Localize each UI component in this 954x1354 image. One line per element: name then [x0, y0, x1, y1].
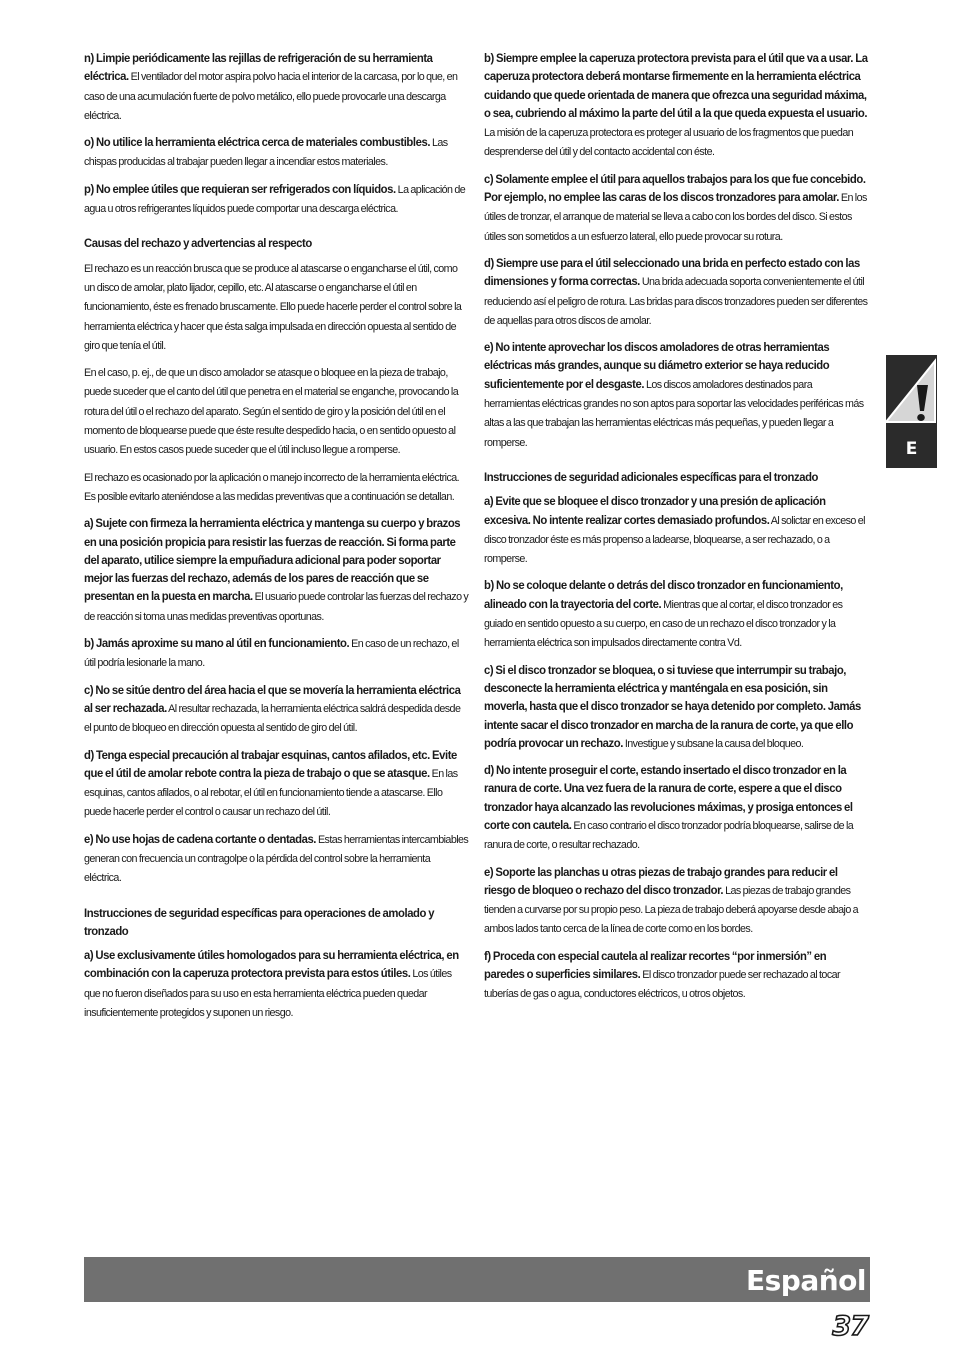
safety-instruction	[484, 170, 869, 246]
instruction-lead: p) No emplee útiles que requieran ser refrigerados con líquidos.	[84, 181, 396, 196]
safety-instruction	[484, 761, 869, 854]
safety-instruction	[84, 946, 469, 1022]
left-column	[84, 49, 469, 1030]
instruction-lead: d) Tenga especial precaución al trabajar esquinas, cantos afilados, etc. Evite que el útil de amolar rebote contra la pieza de trabajo o que se atasque.	[84, 747, 457, 780]
language-code: E	[905, 439, 918, 459]
paragraph-text: El rechazo es un reacción brusca que se produce al atascarse o engancharse el útil, como un disco de amolar, plato lijador, cepillo, etc. Al atascarse o engancharse el útil en funcionamiento, éste es frenado bruscamente. Ello puede hacerle perder el control sobre la herramienta eléctrica y hacer que ésta salga impulsada en dirección opuesta al sentido de giro que tenía el útil.	[84, 262, 462, 352]
safety-instruction	[84, 49, 469, 125]
language-side-tab	[886, 355, 937, 468]
instruction-lead: d) Siempre use para el útil seleccionado una brida en perfecto estado con las dimensiones y forma correctas.	[484, 255, 860, 289]
safety-instruction	[84, 830, 469, 888]
instruction-lead: a) Sujete con firmeza la herramienta eléctrica y mantenga su cuerpo y brazos en una posición propicia para resistir las fuerzas de reacción. Si forma parte del aparato, utilice siempre la empuñadura adicional para poder soportar mejor las fuerzas del rechazo, además de los pares de reacción que se presentan en la puesta en marcha.	[84, 516, 461, 604]
safety-instruction	[84, 681, 469, 738]
body-paragraph	[84, 259, 469, 355]
instruction-lead: b) Jamás aproxime su mano al útil en funcionamiento.	[84, 636, 350, 651]
safety-instruction	[484, 49, 869, 162]
paragraph-text: El usuario puede controlar las fuerzas del rechazo y de reacción si toma unas medidas preventivas oportunas.	[84, 591, 469, 623]
safety-instruction	[484, 947, 869, 1004]
safety-instruction	[84, 634, 469, 673]
instruction-lead: a) Evite que se bloquee el disco tronzador y una presión de aplicación excesiva. No intente realizar cortes demasiado profundos.	[484, 494, 826, 527]
safety-instruction	[84, 514, 469, 626]
paragraph-text: En caso contrario el disco tronzador podría bloquearse, salirse de la ranura de corte, o resultar rechazado.	[484, 819, 854, 852]
paragraph-text: El disco tronzador puede ser rechazado al tocar tuberías de gas o agua, conductores eléctricos, u otros objetos.	[484, 969, 841, 1001]
paragraph-text: En las esquinas, cantos afilados, o al rebotar, el útil en funcionamiento tiende a atascarse. Ello puede hacerle perder el control o causar un rechazo del útil.	[84, 767, 458, 819]
paragraph-text: En el caso, p. ej., de que un disco amolador se atasque o bloquee en la pieza de trabajo, puede suceder que el canto del útil que penetra en el material se enganche, provocando la rotura del útil o el rechazo del aparato. Según el sentido de giro y la posición del útil en el momento de bloquearse puede que éste resulte despedido hacia, o en sentido opuesto al usuario. En estos casos puede suceder que el útil incluso llegue a romperse.	[84, 367, 459, 457]
instruction-lead: d) No intente proseguir el corte, estando insertado el disco tronzador en la ranura de corte. Una vez fuera de la ranura de corte, espere a que el disco tronzador haya alcanzado las revoluciones máximas, y prosiga entonces el corte con cautela.	[484, 763, 853, 832]
right-column	[484, 49, 869, 1012]
body-paragraph	[84, 363, 469, 459]
section-heading	[484, 468, 869, 486]
instruction-lead: c) Si el disco tronzador se bloquea, o si tuviese que interrumpir su trabajo, desconecte la herramienta eléctrica y manténgala en esa posición, sin moverla, hasta que el disco tronzador se haya detenido por completo. Jamás intente sacar el disco tronzador en marcha de la ranura de corte, ya que ello podría provocar un rechazo.	[484, 662, 861, 750]
paragraph-text: Los útiles que no fueron diseñados para su uso en esta herramienta eléctrica pueden quedar insuficientemente protegidos y suponen un riesgo.	[84, 968, 452, 1020]
safety-instruction	[484, 492, 869, 568]
safety-instruction	[484, 576, 869, 652]
paragraph-text: Al solictar en exceso el disco tronzador éste es más propenso a ladearse, bloquearse, a ser rechazado, o a romperse.	[484, 514, 865, 566]
safety-instruction	[484, 254, 869, 330]
safety-instruction	[484, 338, 869, 452]
instruction-lead: n) Limpie periódicamente las rejillas de refrigeración de su herramienta eléctrica.	[84, 51, 433, 84]
instruction-lead: b) Siempre emplee la caperuza protectora prevista para el útil que va a usar. La caperuza protectora deberá montarse firmemente en la herramienta eléctrica cuidando que quede orientada de manera que ofrezca una seguridad máxima, o sea, cubriendo al máximo la parte del útil a la que queda expuesta el usuario.	[484, 51, 868, 120]
body-paragraph	[84, 468, 469, 507]
paragraph-text: La aplicación de agua u otros refrigerantes líquidos puede comportar una descarga eléctrica.	[84, 183, 466, 216]
instruction-lead: e) No use hojas de cadena cortante o dentadas.	[84, 831, 317, 846]
safety-instruction	[484, 661, 869, 753]
safety-instruction	[84, 746, 469, 822]
paragraph-text: El rechazo es ocasionado por la aplicación o manejo incorrecto de la herramienta eléctrica. Es posible evitarlo ateniéndose a las medidas preventivas que a continuación se detallan.	[84, 471, 460, 503]
section-heading	[84, 904, 469, 941]
paragraph-text: En los útiles de tronzar, el arranque de material se lleva a cabo con los bordes del disco. Si estos útiles son sometidos a un esfuerzo lateral, ello puede provocar su rotura.	[484, 192, 867, 243]
instruction-lead: c) No se sitúe dentro del área hacia el que se movería la herramienta eléctrica al ser rechazada.	[84, 682, 461, 715]
section-heading-text: Causas del rechazo y advertencias al respecto	[84, 236, 312, 251]
paragraph-text: Investigue y subsane la causa del bloqueo.	[622, 737, 804, 750]
warning-exclamation-icon	[886, 355, 937, 439]
paragraph-text: Al resultar rechazada, la herramienta eléctrica saldrá despedida desde el punto de bloqueo en dirección opuesta al sentido de giro del útil.	[84, 702, 461, 735]
instruction-lead: e) No intente aprovechar los discos amoladores de otras herramientas eléctricas más grandes, aunque su diámetro exterior se haya reducido suficientemente por el desgaste.	[484, 340, 830, 391]
instruction-lead: b) No se coloque delante o detrás del disco tronzador en funcionamiento, alineado con la trayectoria del corte.	[484, 578, 843, 611]
section-heading-text: Instrucciones de seguridad específicas para operaciones de amolado y tronzado	[84, 905, 435, 938]
instruction-lead: c) Solamente emplee el útil para aquellos trabajos para los que fue concebido. Por ejemplo, no emplee las caras de los discos tronzadores para amolar.	[484, 171, 866, 205]
instruction-lead: o) No utilice la herramienta eléctrica cerca de materiales combustibles.	[84, 135, 431, 150]
footer-language-title: Español	[746, 1264, 866, 1297]
safety-instruction	[484, 863, 869, 939]
safety-instruction	[84, 133, 469, 172]
safety-instruction	[84, 180, 469, 219]
paragraph-text: Una brida adecuada soporta convenientemente el útil reduciendo así el peligro de rotura. Las bridas para discos tronzadores pueden ser diferentes de aquellas para otros discos de amolar.	[484, 276, 868, 327]
paragraph-text: Las chispas producidas al trabajar pueden llegar a incendiar estos materiales.	[84, 137, 448, 169]
paragraph-text: Las piezas de trabajo grandes tienden a curvarse por su propio peso. La pieza de trabajo deberá apoyarse desde abajo a ambos lados tanto cerca de la línea de corte como en los bordes.	[484, 884, 859, 936]
paragraph-text: Estas herramientas intercambiables generan con frecuencia un contragolpe o la pérdida del control sobre la herramienta eléctrica.	[84, 833, 469, 885]
paragraph-text: Mientras que al cortar, el disco tronzador es guiado en sentido opuesto a su cuerpo, en caso de un rechazo el disco tronzador y la herramienta eléctrica son impulsados directamente contra Vd.	[484, 598, 843, 650]
section-heading	[84, 234, 469, 252]
paragraph-text: El ventilador del motor aspira polvo hacia el interior de la carcasa, por lo que, en caso de una acumulación fuerte de polvo metálico, ello puede provocarle una descarga eléctrica.	[84, 71, 458, 122]
paragraph-text: La misión de la caperuza protectora es proteger al usuario de los fragmentos que puedan desprenderse del útil y del contacto accidental con éste.	[484, 127, 854, 159]
instruction-lead: e) Soporte las planchas u otras piezas de trabajo grandes para reducir el riesgo de bloqueo o rechazo del disco tronzador.	[484, 864, 838, 897]
instruction-lead: a) Use exclusivamente útiles homologados para su herramienta eléctrica, en combinación con la caperuza protectora prevista para estos útiles.	[84, 948, 459, 981]
instruction-lead: f) Proceda con especial cautela al realizar recortes “por inmersión” en paredes o superficies similares.	[484, 948, 827, 982]
page-number: 37	[832, 1311, 868, 1342]
paragraph-text: Los discos amoladores destinados para herramientas eléctricas grandes no son aptos para soportar las velocidades periféricas más altas a las que trabajan las herramientas eléctricas más pequeñas, y pueden llegar a romperse.	[484, 378, 864, 449]
section-heading-text: Instrucciones de seguridad adicionales específicas para el tronzado	[484, 469, 819, 484]
footer-language-bar	[84, 1257, 870, 1302]
paragraph-text: En caso de un rechazo, el útil podría lesionarle la mano.	[84, 638, 459, 670]
